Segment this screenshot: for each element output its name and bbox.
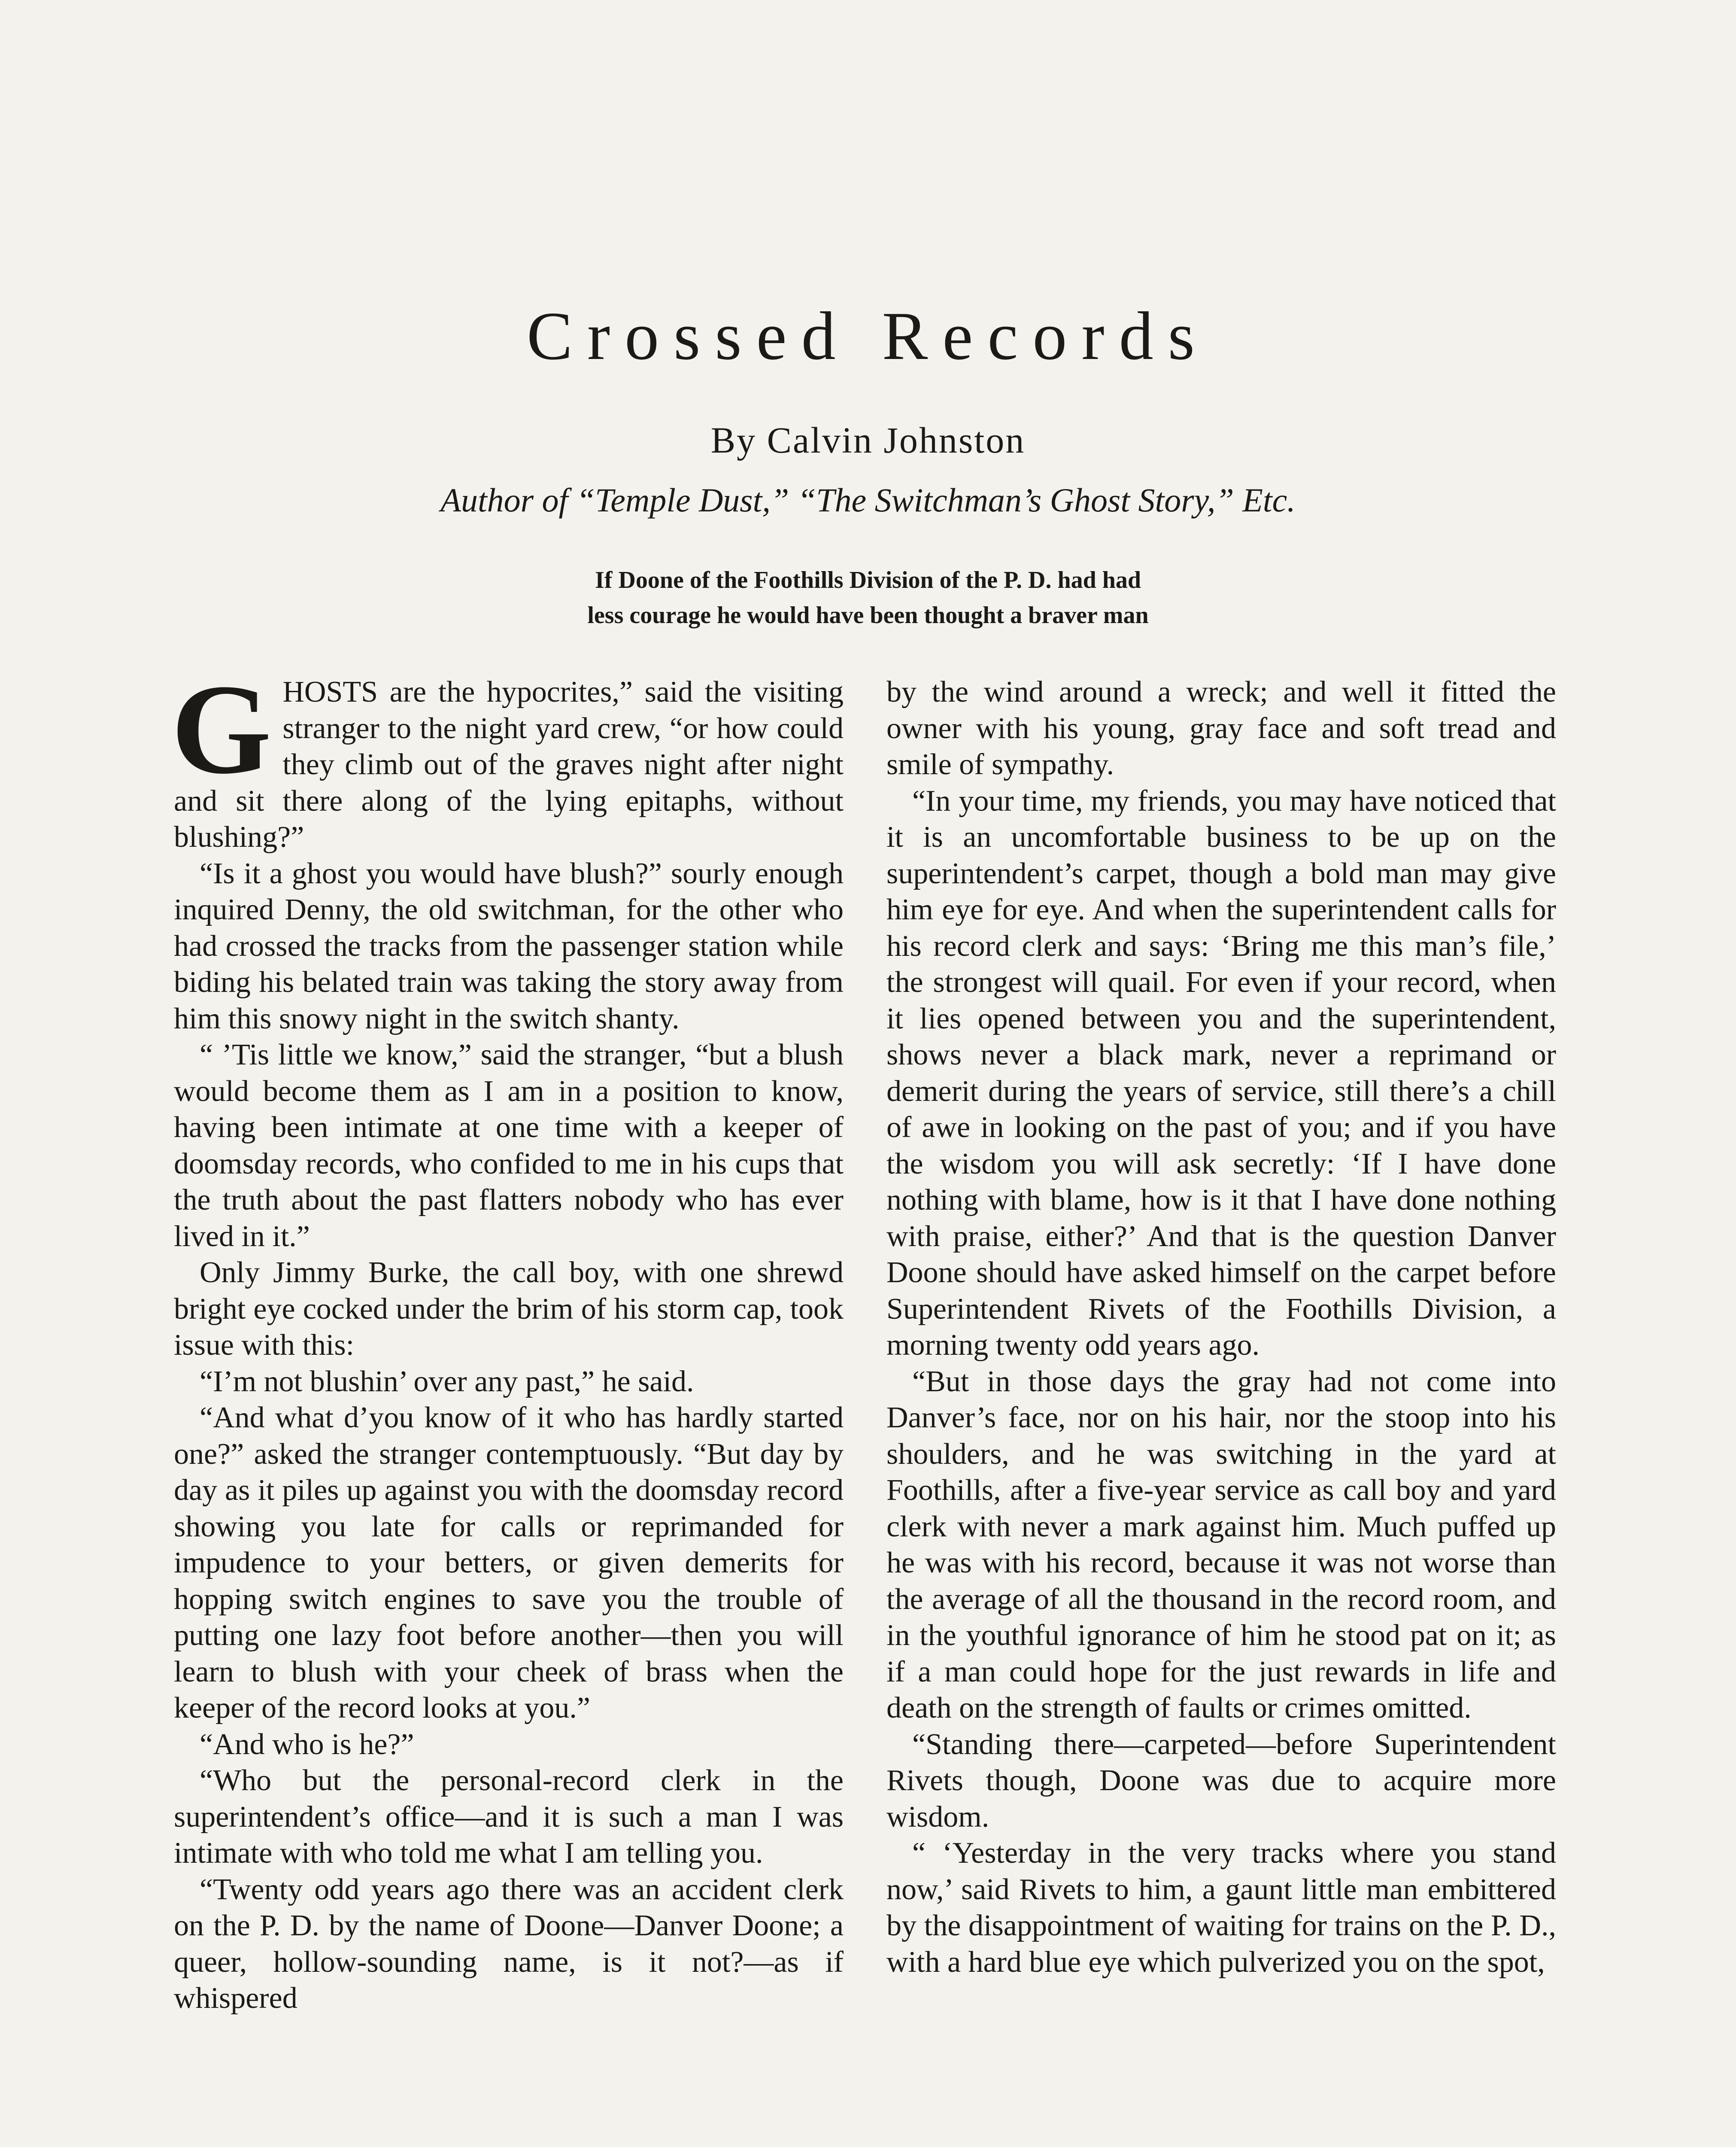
deck-line: less courage he would have been thought a braver man [587,602,1149,629]
article-body [171,658,1556,2147]
paragraph-text: HOSTS are the hypocrites,” said the visiting stranger to the night yard crew, “or how could they climb out of the graves night after night and sit there along of the lying epitaphs, without blushing?” [174,675,844,854]
paragraph [171,658,844,856]
paragraph: Only Jimmy Burke, the call boy, with one shrewd bright eye cocked under the brim of his storm cap, took issue with this: [174,1256,844,1362]
left-column [171,658,844,2147]
deck-line: If Doone of the Foothills Division of the P. D. had had [595,567,1141,593]
paragraph: “But in those days the gray had not come into Danver’s face, nor on his hair, nor the stoop into his shoulders, and he was switching in the yard at Foothills, after a five-year service as call boy and yard clerk with never a mark against him. Much puffed up he was with his record, because it was not worse than the average of all the thousand in the record room, and in the youthful ignorance of him he stood pat on it; as if a man could hope for the just rewards in life and death on the strength of faults or crimes omitted. [886,1365,1556,1724]
paragraph: by the wind around a wreck; and well it fitted the owner with his young, gray face and soft tread and smile of sympathy. [886,675,1556,781]
paragraph: “ ‘Yesterday in the very tracks where you stand now,’ said Rivets to him, a gaunt little man embittered by the disappointment of waiting for trains on the P. D., with a hard blue eye which pulverized you on the spot, [886,1837,1556,1979]
paragraph: “ ’Tis little we know,” said the stranger, “but a blush would become them as I am in a position to know, having been intimate at one time with a keeper of doomsday records, who confided to me in his cups that the truth about the past flatters nobody who has ever lived in it.” [174,1038,844,1253]
author-credit: Author of “Temple Dust,” “The Switchman’s Ghost Story,” Etc. [440,481,1296,519]
right-column [886,674,1556,2147]
paragraph: “Is it a ghost you would have blush?” sourly enough inquired Denny, the old switchman, for the other who had crossed the tracks from the passenger station while biding his belated train was taking the story away from him this snowy night in the switch shanty. [174,857,844,1035]
paragraph: “Twenty odd years ago there was an accident clerk on the P. D. by the name of Doone—Danver Doone; a queer, hollow-sounding name, is it not?—as if whispered [174,1873,844,2015]
paragraph: “And who is he?” [200,1727,414,1761]
paragraph: “In your time, my friends, you may have noticed that it is an uncomfortable business to be up on the superintendent’s carpet, though a bold man may give him eye for eye. And when the superintendent calls for his record clerk and says: ‘Bring me this man’s file,’ the strongest will quail. For even if your record, when it lies opened between you and the superintendent, shows never a black mark, never a reprimand or demerit during the years of service, still there’s a chill of awe in looking on the past of you; and if you have the wisdom you will ask secretly: ‘If I have done nothing with blame, how is it that I have done nothing with praise, either?’ And that is the question Danver Doone should have asked himself on the carpet before Superintendent Rivets of the Foothills Division, a morning twenty odd years ago. [886,784,1556,1362]
paragraph: “I’m not blushin’ over any past,” he said. [200,1365,694,1398]
article-byline: By Calvin Johnston [710,420,1026,461]
paragraph: “Who but the personal-record clerk in the superintendent’s office—and it is such a man I was intimate with who told me what I am telling you. [174,1764,844,1870]
paragraph: “Standing there—carpeted—before Superintendent Rivets though, Doone was due to acquire more wisdom. [886,1727,1556,1834]
paragraph: “And what d’you know of it who has hardly started one?” asked the stranger contemptuously. “But day by day as it piles up against you with the doomsday record showing you late for calls or reprimanded for impudence to your betters, or given demerits for hopping switch engines to save you the trouble of putting one lazy foot before another—then you will learn to blush with your cheek of brass when the keeper of the record looks at you.” [174,1401,844,1724]
article-title: Crossed Records [527,298,1209,374]
drop-cap: G [171,658,272,800]
article-deck [0,563,1736,633]
